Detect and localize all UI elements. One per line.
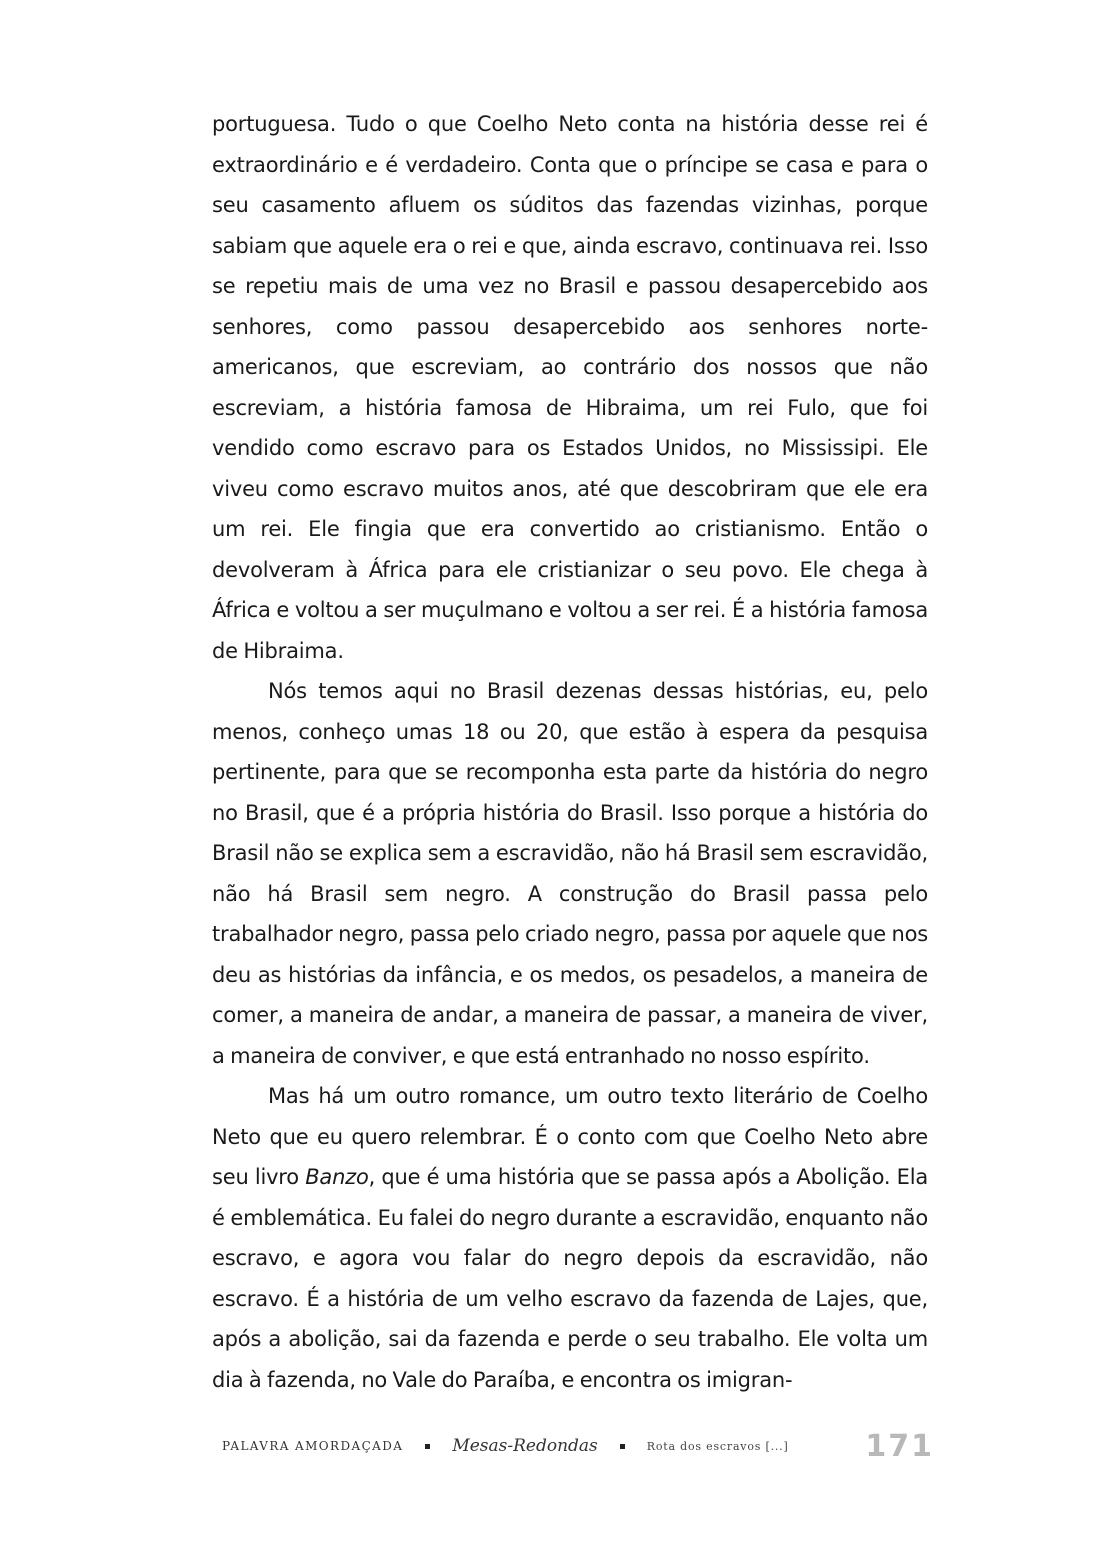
footer-chapter-title: Rota dos escravos [...] [646, 1439, 789, 1453]
paragraph: portuguesa. Tudo o que Coelho Neto conta na história desse rei é extraordinário e é verdadeiro. Conta que o príncipe se casa e para o seu casamento afluem os súditos das fazendas vizinhas, porque sabiam que aquele era o rei e que, ainda escravo, continuava rei. Isso se repetiu mais de uma vez no Brasil e passou desapercebido aos senhores, como passou desapercebido aos senhores norte-americanos, que escreviam, ao contrário dos nossos que não escreviam, a história famosa de Hibraima, um rei Fulo, que foi vendido como escravo para os Estados Unidos, no Mississipi. Ele viveu como escravo muitos anos, até que descobriram que ele era um rei. Ele fingia que era convertido ao cristianismo. Então o devolveram à África para ele cristianizar o seu povo. Ele chega à África e voltou a ser muçulmano e voltou a ser rei. É a história famosa de Hibraima. [212, 112, 928, 663]
footer-section-title: Mesas-Redondas [452, 1436, 598, 1456]
book-title: Banzo [305, 1165, 369, 1189]
footer-separator [620, 1444, 625, 1449]
page-footer [222, 1426, 934, 1466]
paragraph-text: Mas há um outro romance, um outro texto literário de Coelho Neto que eu quero relembrar. É o conto com que Coelho Neto abre seu livro [212, 1084, 928, 1189]
page-number: 171 [865, 1428, 934, 1464]
paragraph [212, 1076, 928, 1400]
body-text [212, 104, 928, 1400]
footer-series-title: PALAVRA AMORDAÇADA [222, 1439, 404, 1453]
paragraph: Nós temos aqui no Brasil dezenas dessas histórias, eu, pelo menos, conheço umas 18 ou 20, que estão à espera da pesquisa pertinente, para que se recomponha esta parte da história do negro no Brasil, que é a própria história do Brasil. Isso porque a história do Brasil não se explica sem a escravidão, não há Brasil sem escravidão, não há Brasil sem negro. A construção do Brasil passa pelo trabalhador negro, passa pelo criado negro, passa por aquele que nos deu as histórias da infância, e os medos, os pesadelos, a maneira de comer, a maneira de andar, a maneira de passar, a maneira de viver, a maneira de conviver, e que está entranhado no nosso espírito. [212, 679, 928, 1068]
paragraph-text: , que é uma história que se passa após a Abolição. Ela é emblemática. Eu falei do negro durante a escravidão, enquanto não escravo, e agora vou falar do negro depois da escravidão, não escravo. É a história de um velho escravo da fazenda de Lajes, que, após a abolição, sai da fazenda e perde o seu trabalho. Ele volta um dia à fazenda, no Vale do Paraíba, e encontra os imigran- [212, 1165, 929, 1392]
footer-separator [425, 1444, 430, 1449]
